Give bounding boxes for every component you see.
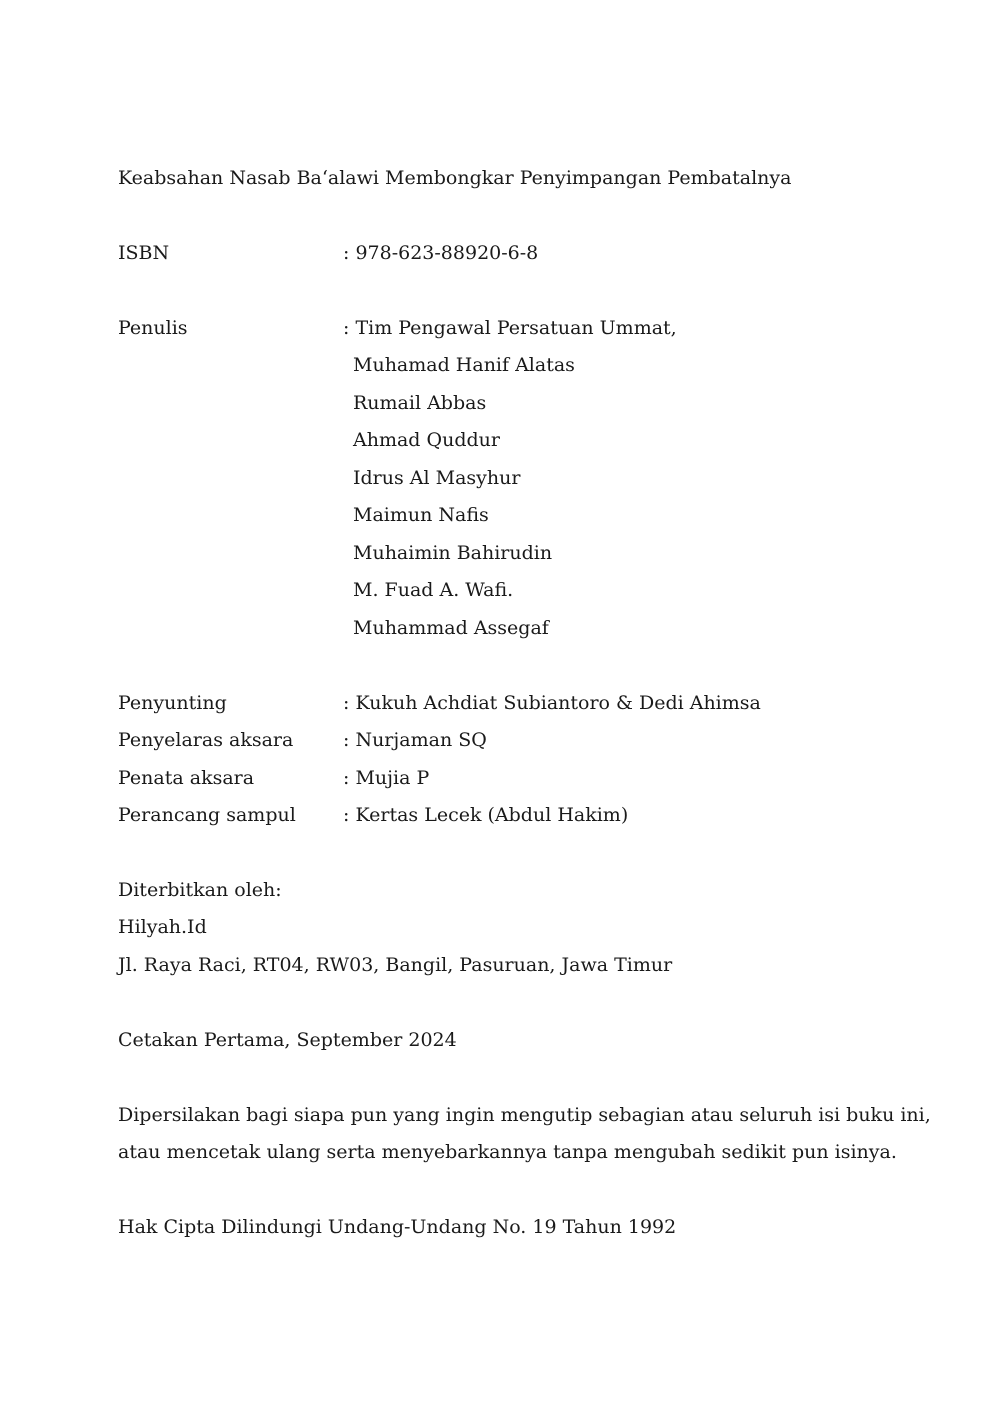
author-name: Muhammad Assegaf — [353, 617, 549, 639]
author-name: Rumail Abbas — [353, 392, 487, 414]
credit-label: Perancang sampul — [118, 804, 296, 826]
publisher-heading: Diterbitkan oleh: — [118, 879, 282, 901]
penulis-first: : Tim Pengawal Persatuan Ummat, — [343, 317, 677, 339]
publisher-name: Hilyah.Id — [118, 916, 207, 938]
penulis-label: Penulis — [118, 317, 188, 339]
edition: Cetakan Pertama, September 2024 — [118, 1029, 457, 1051]
author-name: Ahmad Quddur — [353, 429, 500, 451]
credit-label: Penyunting — [118, 692, 227, 714]
author-name: Muhaimin Bahirudin — [353, 542, 553, 564]
credit-value: : Mujia P — [343, 767, 430, 789]
credit-label: Penyelaras aksara — [118, 729, 294, 751]
permission-line-1: Dipersilakan bagi siapa pun yang ingin mengutip sebagian atau seluruh isi buku ini, — [118, 1104, 931, 1126]
credit-value: : Kertas Lecek (Abdul Hakim) — [343, 804, 629, 826]
isbn-label: ISBN — [118, 242, 170, 264]
copyright-notice: Hak Cipta Dilindungi Undang-Undang No. 19 Tahun 1992 — [118, 1216, 677, 1238]
isbn-value: : 978-623-88920-6-8 — [343, 242, 539, 264]
author-name: M. Fuad A. Wafi. — [353, 579, 514, 601]
author-name: Idrus Al Masyhur — [353, 467, 521, 489]
publisher-address: Jl. Raya Raci, RT04, RW03, Bangil, Pasuruan, Jawa Timur — [118, 954, 673, 976]
credit-value: : Nurjaman SQ — [343, 729, 487, 751]
author-name: Muhamad Hanif Alatas — [353, 354, 575, 376]
book-title: Keabsahan Nasab Ba‘alawi Membongkar Penyimpangan Pembatalnya — [118, 167, 792, 189]
credit-label: Penata aksara — [118, 767, 255, 789]
author-name: Maimun Nafis — [353, 504, 489, 526]
permission-line-2: atau mencetak ulang serta menyebarkannya tanpa mengubah sedikit pun isinya. — [118, 1141, 897, 1163]
credit-value: : Kukuh Achdiat Subiantoro & Dedi Ahimsa — [343, 692, 761, 714]
